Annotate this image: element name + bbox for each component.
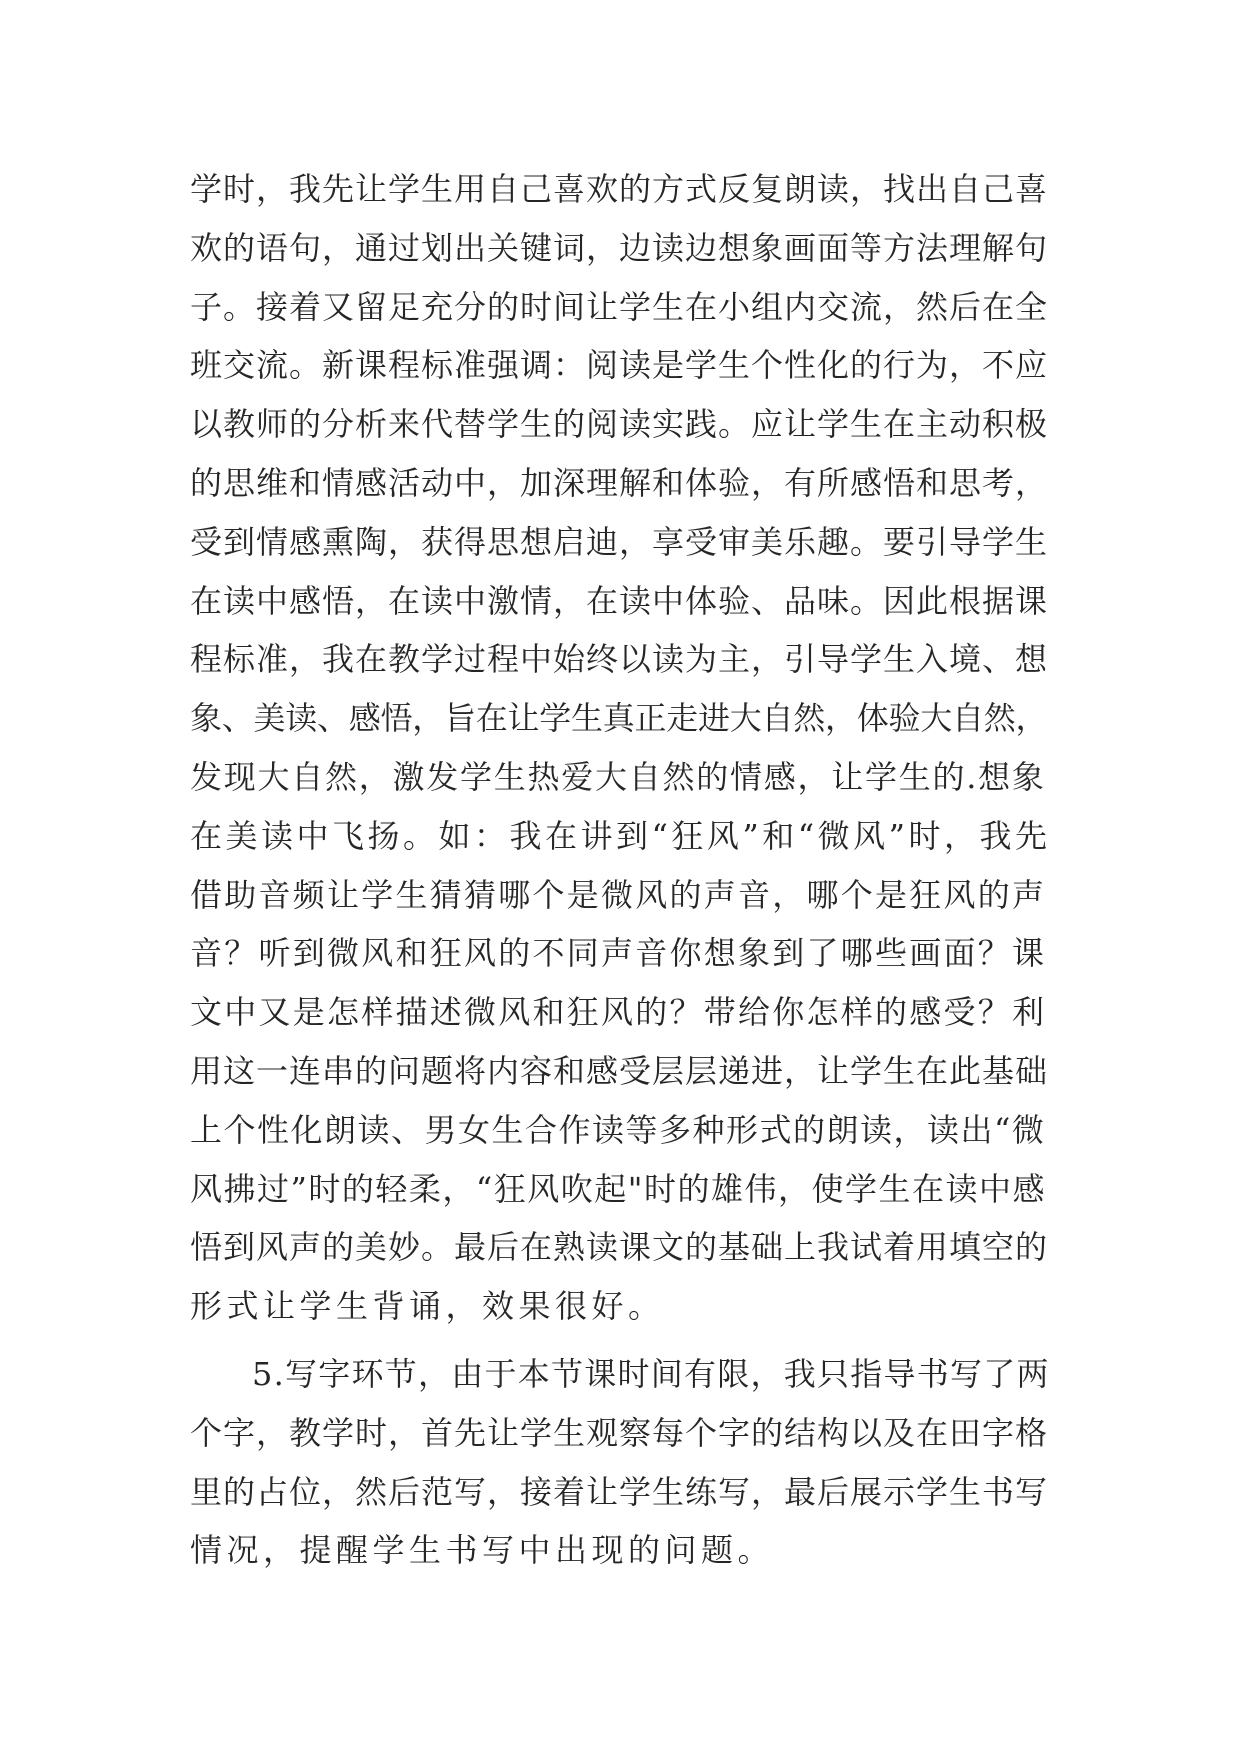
text-line: 风拂过”时的轻柔，“狂风吹起"时的雄伟，使学生在读中感 (190, 1169, 1046, 1208)
text-line: 上个性化朗读、男女生合作读等多种形式的朗读，读出“微 (190, 1110, 1046, 1149)
text-line: 悟到风声的美妙。最后在熟读课文的基础上我试着用填空的 (190, 1228, 1049, 1267)
text-line: 的思维和情感活动中，加深理解和体验，有所感悟和思考， (190, 463, 1049, 502)
text-line: 程标准，我在教学过程中始终以读为主，引导学生入境、想 (190, 640, 1049, 679)
text-line: 受到情感熏陶，获得思想启迪，享受审美乐趣。要引导学生 (190, 522, 1049, 561)
text-line: 象、美读、感悟，旨在让学生真正走进大自然，体验大自然， (190, 699, 1048, 738)
text-line: 音？听到微风和狂风的不同声音你想象到了哪些画面？课 (190, 934, 1047, 973)
text-line: 子。接着又留足充分的时间让学生在小组内交流，然后在全 (190, 287, 1049, 326)
text-line: 个字，教学时，首先让学生观察每个字的结构以及在田字格 (190, 1413, 1049, 1452)
text-line: 在美读中飞扬。如：我在讲到“狂风”和“微风”时，我先 (190, 816, 1051, 855)
text-line: 发现大自然，激发学生热爱大自然的情感，让学生的.想象 (190, 757, 1046, 796)
text-line: 用这一连串的问题将内容和感受层层递进，让学生在此基础 (190, 1051, 1049, 1090)
text-line: 以教师的分析来代替学生的阅读实践。应让学生在主动积极 (190, 405, 1049, 444)
text-line: 文中又是怎样描述微风和狂风的？带给你怎样的感受？利 (190, 993, 1047, 1032)
text-line: 欢的语句，通过划出关键词，边读边想象画面等方法理解句 (190, 228, 1049, 267)
text-line: 形式让学生背诵，效果很好。 (190, 1287, 665, 1326)
text-line: 情况，提醒学生书写中出现的问题。 (190, 1531, 775, 1570)
text-line: 里的占位，然后范写，接着让学生练写，最后展示学生书写 (190, 1472, 1049, 1511)
body-text (190, 160, 1050, 1580)
text-line: 借助音频让学生猜猜哪个是微风的声音，哪个是狂风的声 (190, 875, 1047, 914)
paragraph-start-line: 5.写字环节，由于本节课时间有限，我只指导书写了两 (252, 1354, 1050, 1393)
text-line: 在读中感悟，在读中激情，在读中体验、品味。因此根据课 (190, 581, 1049, 620)
text-line: 学时，我先让学生用自己喜欢的方式反复朗读，找出自己喜 (190, 170, 1049, 208)
text-line: 班交流。新课程标准强调：阅读是学生个性化的行为，不应 (190, 346, 1049, 385)
